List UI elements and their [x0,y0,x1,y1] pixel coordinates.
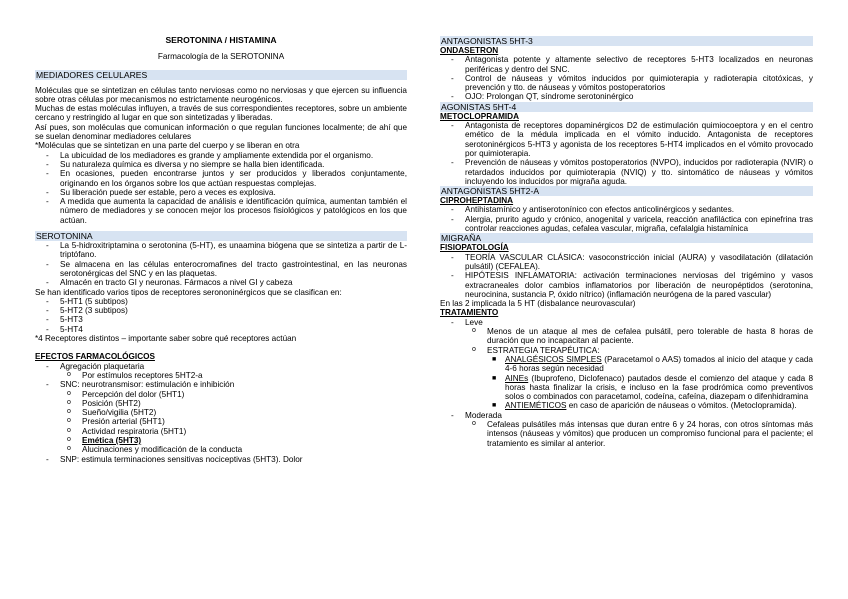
section-header-ant2a: ANTAGONISTAS 5HT2-A [440,186,813,196]
paragraph: Así pues, son moléculas que comunican información o que regulan funciones localmente; de ahí que se suelan denominar mediadores celulares [35,122,407,142]
list-item: - SNC: neurotransmisor: estimulación e inhibición o Percepción del dolor (5HT1) o Posición (5HT2) o Sueño/vigilia (5HT2) o Presión arterial (5HT1) o Actividad respiratoria (5HT1) o Emética (5HT3) o Alucinaciones y modificación de la conducta [35,380,407,454]
migrana-note: En las 2 implicada la 5 HT (disbalance neurovascular) [440,299,636,309]
drug-name: METOCLOPRAMIDA [440,111,519,121]
list-item: - 5-HT2 (3 subtipos) [46,306,128,316]
list-item: o Menos de un ataque al mes de cefalea pulsátil, pero tolerable de hasta 8 horas de duración que no incapacitan al paciente. [472,327,813,346]
subheading-fisiopatologia: FISIOPATOLOGÍA [440,243,509,253]
list-item: - Almacén en tracto GI y neuronas. Fármacos a nivel GI y cabeza [46,278,293,288]
list-item: - Su liberación puede ser estable, pero a veces es explosiva. [46,187,276,197]
list-item: - Se almacena en las células enterocromafines del tracto gastrointestinal, en las neuronas serotonérgicas del SNC y en las plaquetas. [46,259,407,278]
drug-name: ONDASETRON [440,46,499,55]
list-item: - Agregación plaquetaria o Por estímulos receptores 5HT2-a [35,362,407,381]
list-item: - En ocasiones, pueden encontrarse juntos y ser producidos y liberados conjuntamente, originando en los órganos sobre los que actúan respuestas complejas. [46,169,407,188]
list-item: o Cefaleas pulsátiles más intensas que duran entre 6 y 24 horas, con otros síntomas más intensos (náuseas y vómitos) que producen un compromiso funcional para el paciente; el tratamiento es similar al anterior. [472,419,813,448]
list-item: - La ubicuidad de los mediadores es grande y ampliamente extendida por el organismo. [46,150,374,160]
receptors-list [35,297,407,334]
list-item: - La 5-hidroxitriptamina o serotonina (5-HT), es unaamina biógena que se sintetiza a partir de L-triptófano. [46,241,407,260]
list-item: - OJO: Prolongan QT, síndrome serotoninérgico [451,92,634,102]
paragraph: Muchas de estas moléculas influyen, a través de sus correspondientes receptores, sobre un ambiente cercano y restringido al lugar en que son sintetizadas y liberadas. [35,104,407,123]
list-item: o Emética (5HT3) [67,435,142,445]
list-item: o Sueño/vigilia (5HT2) [67,408,157,418]
mediadores-list [35,151,407,225]
list-item: o ESTRATEGIA TERAPÉUTICA: ■ ANALGÉSICOS SIMPLES (Paracetamol o AAS) tomados al inicio del ataque y cada 4-6 horas según necesidad ■ AINEs (Ibuprofeno, Diclofenaco) pautados desde el comienzo del ataque y cada 8 horas hasta finalizar la crisis, e incluso en la fase prodrómica como preventivos solos o combinados con paracetamol, codeína, cafeína, diazepam o difenhidramina ■ ANTIEMÉTICOS en caso de aparición de náuseas o vómitos. (Metoclopramida). [472,345,813,411]
left-column [35,36,407,464]
list-item: ■ ANTIEMÉTICOS en caso de aparición de náuseas o vómitos. (Metoclopramida). [492,401,797,411]
list-item: - TEORÍA VASCULAR CLÁSICA: vasoconstricción inicial (AURA) y vasodilatación (dilatación pulsátil) (CEFALEA). [451,252,813,271]
list-item: - SNP: estimula terminaciones sensitivas nociceptivas (5HT3). Dolor [46,454,303,464]
paragraph: *Moléculas que se sintetizan en una parte del cuerpo y se liberan en otra [35,141,300,151]
list-item: o Presión arterial (5HT1) [67,417,165,427]
receptors-note: *4 Receptores distintos – importante saber sobre qué receptores actúan [35,334,297,344]
list-item: o Actividad respiratoria (5HT1) [67,426,187,436]
ant4-list [440,121,813,186]
section-header-ant4: AGONISTAS 5HT-4 [440,102,813,112]
receptors-intro: Se han identificado varios tipos de receptores serononinérgicos que se clasifican en: [35,287,342,297]
list-item: - Antihistamínico y antiserotonínico con efectos anticolinérgicos y sedantes. [451,205,734,215]
list-item: - Prevención de náuseas y vómitos postoperatorios (NVPO), inducidos por radioterapia (NVIR) o retardados inducidos por quimioterapia (NVIQ) y tto. sintomático de náuseas y vómitos incluyendo los inducidos por migraña aguda. [451,158,813,186]
section-header-mediadores: MEDIADORES CELULARES [35,70,407,80]
section-header-efectos: EFECTOS FARMACOLÓGICOS [35,352,155,362]
list-item: - A medida que aumenta la capacidad de análisis e identificación química, aumentan también el número de mediadores y se conocen mejor los procesos fisiológicos y patológicos en los que actúan. [46,197,407,225]
list-item: - Moderada o Cefaleas pulsátiles más intensas que duran entre 6 y 24 horas, con otros síntomas más intensos (náuseas y vómitos) que producen un compromiso funcional para el paciente; el tratamiento es similar al anterior. [451,410,813,448]
list-item: - 5-HT3 [46,315,83,325]
paragraph: Moléculas que se sintetizan en células tanto nerviosas como no nerviosas y que ejercen su influencia sobre otras células por mecanismos no estrictamente neurogénicos. [35,85,407,104]
document-title: SEROTONINA / HISTAMINA [165,35,277,45]
list-item: - Antagonista de receptores dopaminérgicos D2 de estimulación quimiocoeptora y en el centro emético de la médula implicada en el vómito inducido. Antagonista de receptores serotoninérgicos 5-HT3 y agonista de los receptores 5-HT4 implicados en el vómito provocado por quimioterapia. [451,121,813,158]
ant3-list [440,55,813,101]
list-item: - Control de náuseas y vómitos inducidos por quimioterapia y radioterapia citotóxicas, y prevención y tto. de náuseas y vómitos postoperatorios [451,73,813,93]
list-item: - HIPÓTESIS INFLAMATORIA: activación terminaciones nerviosas del trigémino y vasos extracraneales dolor cambios inflamatorios por liberación de neuropéptidos (serotonina, neurocinina, sustancia P, óxido nítrico) (inflamación neurógena de la pared vascular) [451,271,813,299]
list-item: - 5-HT4 [46,324,83,334]
list-item: - 5-HT1 (5 subtipos) [46,296,128,306]
efectos-list [35,362,407,464]
list-item: - Leve o Menos de un ataque al mes de cefalea pulsátil, pero tolerable de hasta 8 horas de duración que no incapacitan al paciente. o ESTRATEGIA TERAPÉUTICA: ■ ANALGÉSICOS SIMPLES (Paracetamol o AAS) tomados al inicio del ataque y cada 4-6 horas según necesidad ■ AINEs (Ibuprofeno, Diclofenaco) pautados desde el comienzo del ataque y cada 8 horas hasta finalizar la crisis, e incluso en la fase prodrómica como preventivos solos o combinados con paracetamol, codeína, cafeína, diazepam o difenhidramina ■ ANTIEMÉTICOS en caso de aparición de náuseas o vómitos. (Metoclopramida). [451,317,813,411]
list-item: o Alucinaciones y modificación de la conducta [67,445,243,455]
fisio-list [440,253,813,299]
serotonina-list [35,241,407,287]
section-header-migrana: MIGRAÑA [440,233,813,243]
list-item: o Por estímulos receptores 5HT2-a [67,370,203,380]
list-item: o Percepción del dolor (5HT1) [67,389,185,399]
list-item: - Alergia, prurito agudo y crónico, anogenital y varicela, reacción anafiláctica con epinefrina tras controlar reacciones agudas, cefalea vascular, migraña, cefalalgia histamínica [451,214,813,234]
list-item: - Antagonista potente y altamente selectivo de receptores 5-HT3 localizados en neuronas periféricas y dentro del SNC. [451,55,813,74]
list-item: ■ ANALGÉSICOS SIMPLES (Paracetamol o AAS) tomados al inicio del ataque y cada 4-6 horas según necesidad [492,354,813,374]
list-item: o Posición (5HT2) [67,398,141,408]
section-header-serotonina: SEROTONINA [35,231,407,241]
subheading-tratamiento: TRATAMIENTO [440,308,499,318]
list-item: ■ AINEs (Ibuprofeno, Diclofenaco) pautados desde el comienzo del ataque y cada 8 horas hasta finalizar la crisis, e incluso en la fase prodrómica como preventivos solos o combinados con paracetamol, codeína, cafeína, diazepam o difenhidramina [492,373,813,402]
document-subtitle: Farmacología de la SEROTONINA [157,52,285,62]
drug-name: CIPROHEPTADINA [440,196,514,206]
right-column [440,36,813,448]
section-header-ant3: ANTAGONISTAS 5HT-3 [440,36,813,46]
list-item: - Su naturaleza química es diversa y no siempre se halla bien identificada. [46,159,325,169]
tratamiento-list [440,318,813,448]
ant2a-list [440,205,813,233]
